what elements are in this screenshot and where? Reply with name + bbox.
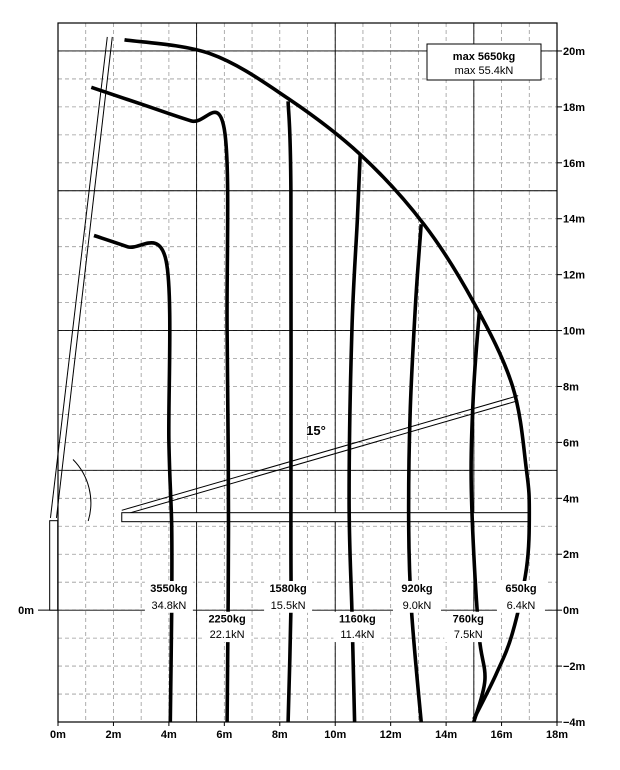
max-load-kg: max 5650kg (452, 51, 516, 63)
load-label-kn: 6.4kN (506, 599, 536, 612)
load-curve-1580kg (288, 101, 291, 722)
x-tick-label: 2m (105, 729, 122, 741)
load-label-kn: 11.4kN (340, 629, 375, 642)
arm-15-edge (122, 396, 518, 511)
angle-label: 15° (306, 423, 326, 438)
load-label-kn: 34.8kN (151, 599, 187, 612)
main-boom-edge (50, 37, 107, 518)
y-tick-label: 14m (563, 213, 586, 226)
load-label-kg: 1580kg (269, 582, 307, 595)
y-tick-label: 0m (563, 605, 579, 618)
x-tick-label: 10m (324, 729, 347, 741)
load-label-kg: 1160kg (339, 613, 376, 626)
y-tick-label: 6m (563, 437, 579, 450)
load-curve-3550kg (94, 236, 172, 723)
x-tick-label: 6m (216, 729, 233, 741)
x-tick-label: 16m (490, 729, 513, 741)
load-label-kg: 920kg (401, 582, 433, 595)
load-label-kg: 3550kg (150, 582, 188, 595)
load-labels (145, 581, 545, 642)
load-label-kn: 9.0kN (402, 599, 432, 612)
load-label-kg: 760kg (452, 613, 484, 626)
main-boom-edge (56, 37, 112, 518)
x-tick-label: 0m (50, 729, 66, 741)
y-tick-label: 20m (563, 45, 586, 58)
slewing-arc (73, 460, 91, 522)
y-tick-label: −4m (563, 717, 586, 729)
x-tick-label: 4m (160, 729, 177, 741)
load-label-kn: 15.5kN (270, 599, 306, 612)
arm-horizontal (122, 513, 530, 522)
max-load-kn: max 55.4kN (454, 65, 514, 77)
load-label-kg: 2250kg (208, 613, 246, 626)
x-tick-label: 14m (435, 729, 458, 741)
crane-column (50, 521, 58, 610)
x-tick-label: 18m (545, 729, 569, 741)
y-zero-left-label: 0m (18, 605, 34, 618)
y-tick-label: 8m (563, 381, 579, 394)
load-curve-920kg (409, 224, 422, 722)
load-label-kn: 7.5kN (453, 629, 483, 642)
y-tick-label: −2m (563, 661, 586, 674)
y-tick-label: 12m (563, 269, 586, 282)
y-tick-label: 18m (563, 101, 586, 114)
y-tick-label: 10m (563, 325, 586, 338)
load-label-kg: 650kg (505, 582, 537, 595)
y-tick-label: 16m (563, 157, 586, 170)
x-tick-label: 12m (379, 729, 402, 741)
x-tick-label: 8m (271, 729, 288, 741)
max-load-box (427, 44, 541, 80)
axis-ticks (18, 46, 585, 741)
load-label-kn: 22.1kN (209, 629, 245, 642)
y-tick-label: 2m (563, 549, 579, 562)
y-tick-label: 4m (563, 493, 579, 506)
